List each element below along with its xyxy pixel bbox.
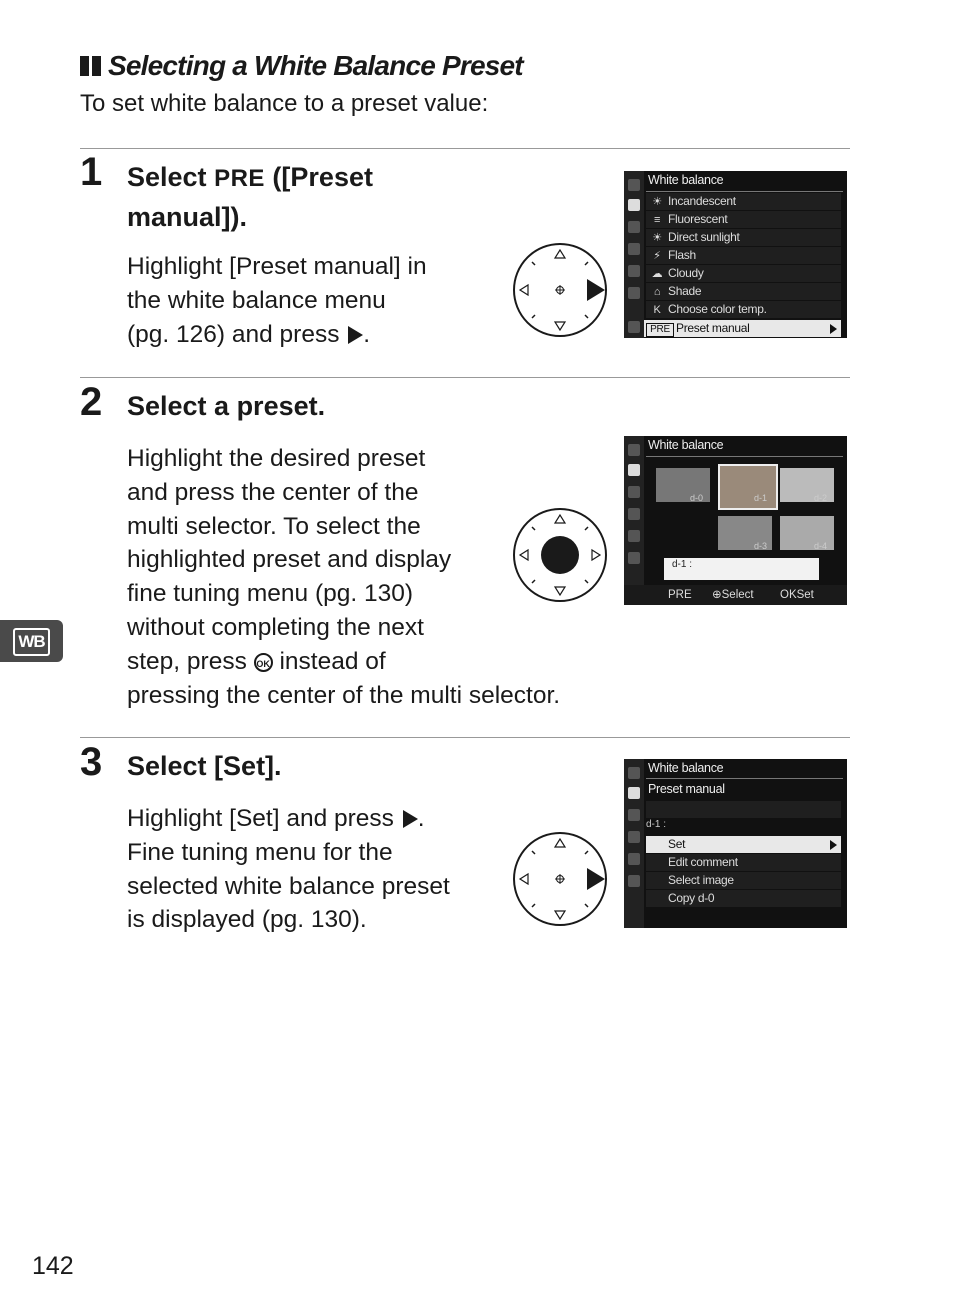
intro-text: To set white balance to a preset value: bbox=[80, 90, 489, 117]
menu-item[interactable] bbox=[646, 265, 841, 282]
wb-tab-label: WB bbox=[13, 628, 49, 656]
menu-item[interactable] bbox=[646, 283, 841, 300]
multi-selector-center-icon bbox=[512, 507, 608, 603]
step-number: 2 bbox=[80, 380, 103, 424]
body-line: without completing the next bbox=[127, 613, 424, 641]
menu-item-label: Set bbox=[668, 837, 686, 851]
multi-selector-right-icon bbox=[512, 831, 608, 927]
divider bbox=[80, 377, 850, 378]
menu-item-selected[interactable] bbox=[646, 836, 841, 853]
flash-icon: ⚡ bbox=[653, 250, 661, 262]
right-arrow-icon bbox=[403, 810, 418, 828]
body-line: Fine tuning menu for the bbox=[127, 838, 393, 866]
body-line bbox=[127, 318, 427, 352]
divider bbox=[80, 148, 850, 149]
menu-item[interactable] bbox=[646, 301, 841, 318]
divider bbox=[80, 737, 850, 738]
multi-selector-right-icon bbox=[512, 242, 608, 338]
body-line: and press the center of the bbox=[127, 478, 419, 506]
preset-thumbnail-selected[interactable] bbox=[718, 464, 778, 510]
step-heading: Select [Set]. bbox=[127, 751, 282, 781]
step-body bbox=[127, 250, 427, 351]
step-body bbox=[127, 442, 560, 712]
preset-label: d-4 bbox=[814, 541, 828, 551]
preset-label: d-0 bbox=[690, 493, 704, 503]
section-title bbox=[80, 50, 523, 82]
step-heading-text: Select bbox=[127, 162, 215, 192]
menu-item-label: Fluorescent bbox=[668, 212, 728, 226]
menu-sidebar bbox=[624, 759, 644, 928]
menu-item-label: Copy d-0 bbox=[668, 891, 715, 905]
wb-menu-screen bbox=[624, 171, 847, 338]
body-line: Highlight [Preset manual] in bbox=[127, 253, 427, 280]
section-tab bbox=[0, 620, 63, 662]
menu-item-label: Shade bbox=[668, 284, 702, 298]
body-line-text: . bbox=[363, 320, 371, 348]
body-line: selected white balance preset bbox=[127, 872, 450, 900]
menu-item-label: Preset manual bbox=[676, 321, 750, 335]
screen-subtitle: Preset manual bbox=[648, 782, 725, 796]
body-line: the white balance menu bbox=[127, 286, 386, 314]
menu-item-label: Cloudy bbox=[668, 266, 704, 280]
body-line-text: Highlight [Set] and press bbox=[127, 805, 401, 832]
menu-sidebar bbox=[624, 436, 644, 605]
body-line: fine tuning menu (pg. 130) bbox=[127, 580, 414, 608]
body-line: multi selector. To select the bbox=[127, 512, 421, 540]
screen-footer bbox=[624, 585, 847, 605]
incandescent-icon: ☀ bbox=[652, 196, 662, 208]
menu-item-selected[interactable] bbox=[644, 320, 841, 337]
section-title-text: Selecting a White Balance Preset bbox=[108, 50, 523, 81]
menu-item-label: Incandescent bbox=[668, 194, 736, 208]
fluorescent-icon: ≡ bbox=[653, 214, 661, 226]
body-line-text: (pg. 126) and press bbox=[127, 320, 347, 348]
footer-select: ⊕Select bbox=[712, 589, 754, 601]
menu-item-label: Choose color temp. bbox=[668, 302, 767, 316]
comment-field: d-1 : bbox=[664, 558, 819, 580]
step-heading: Select a preset. bbox=[127, 391, 326, 421]
preset-label: d-3 bbox=[754, 541, 768, 551]
right-arrow-icon bbox=[348, 326, 363, 344]
menu-item[interactable] bbox=[646, 211, 841, 228]
divider bbox=[646, 456, 843, 457]
menu-item-label: Direct sunlight bbox=[668, 230, 740, 244]
section-bullet-icon bbox=[80, 50, 104, 82]
body-line-text: instead of bbox=[272, 647, 386, 675]
body-line-text: . bbox=[417, 805, 425, 832]
menu-spacer bbox=[646, 801, 841, 818]
menu-item[interactable] bbox=[646, 247, 841, 264]
menu-item-label: Flash bbox=[668, 248, 696, 262]
step-heading-text: manual]). bbox=[127, 202, 248, 232]
right-arrow-icon bbox=[830, 324, 837, 334]
step-number: 1 bbox=[80, 150, 103, 194]
footer-pre: PRE bbox=[668, 589, 692, 601]
menu-item[interactable] bbox=[646, 872, 841, 889]
step-number: 3 bbox=[80, 740, 103, 784]
step-heading-text: ([Preset bbox=[264, 162, 373, 192]
preset-manual-screen bbox=[624, 759, 847, 928]
body-line: is displayed (pg. 130). bbox=[127, 906, 367, 934]
divider bbox=[646, 778, 843, 779]
sun-icon: ☀ bbox=[652, 232, 662, 244]
menu-item[interactable] bbox=[646, 854, 841, 871]
screen-title: White balance bbox=[648, 761, 724, 775]
screen-title: White balance bbox=[648, 173, 724, 187]
step-heading bbox=[127, 158, 373, 236]
menu-sidebar bbox=[624, 171, 644, 338]
body-line: highlighted preset and display bbox=[127, 546, 452, 574]
page-number: 142 bbox=[32, 1252, 74, 1280]
preset-label: d-2 bbox=[814, 493, 828, 503]
ok-button-icon: OK bbox=[254, 653, 273, 672]
divider bbox=[646, 191, 843, 192]
pre-label: PRE bbox=[214, 165, 265, 192]
kelvin-icon: K bbox=[653, 304, 661, 316]
cloud-icon: ☁ bbox=[651, 268, 663, 280]
body-line: pressing the center of the multi selector. bbox=[127, 681, 561, 709]
body-line: Highlight the desired preset bbox=[127, 445, 426, 472]
footer-set: OKSet bbox=[780, 589, 814, 601]
preset-icon: PRE bbox=[646, 323, 674, 337]
menu-item[interactable] bbox=[646, 229, 841, 246]
body-line bbox=[127, 645, 560, 679]
preset-indicator: d-1 : bbox=[646, 819, 667, 830]
menu-item[interactable] bbox=[646, 890, 841, 907]
right-arrow-icon bbox=[830, 840, 837, 850]
preset-label: d-1 bbox=[754, 493, 768, 503]
shade-icon: ⌂ bbox=[653, 286, 661, 298]
step-body bbox=[127, 802, 450, 937]
screen-title: White balance bbox=[648, 438, 724, 452]
body-line-text: step, press bbox=[127, 647, 254, 675]
menu-item-label: Select image bbox=[668, 873, 734, 887]
preset-select-screen bbox=[624, 436, 847, 605]
menu-item[interactable] bbox=[646, 193, 841, 210]
menu-item-label: Edit comment bbox=[668, 855, 738, 869]
body-line bbox=[127, 802, 450, 836]
